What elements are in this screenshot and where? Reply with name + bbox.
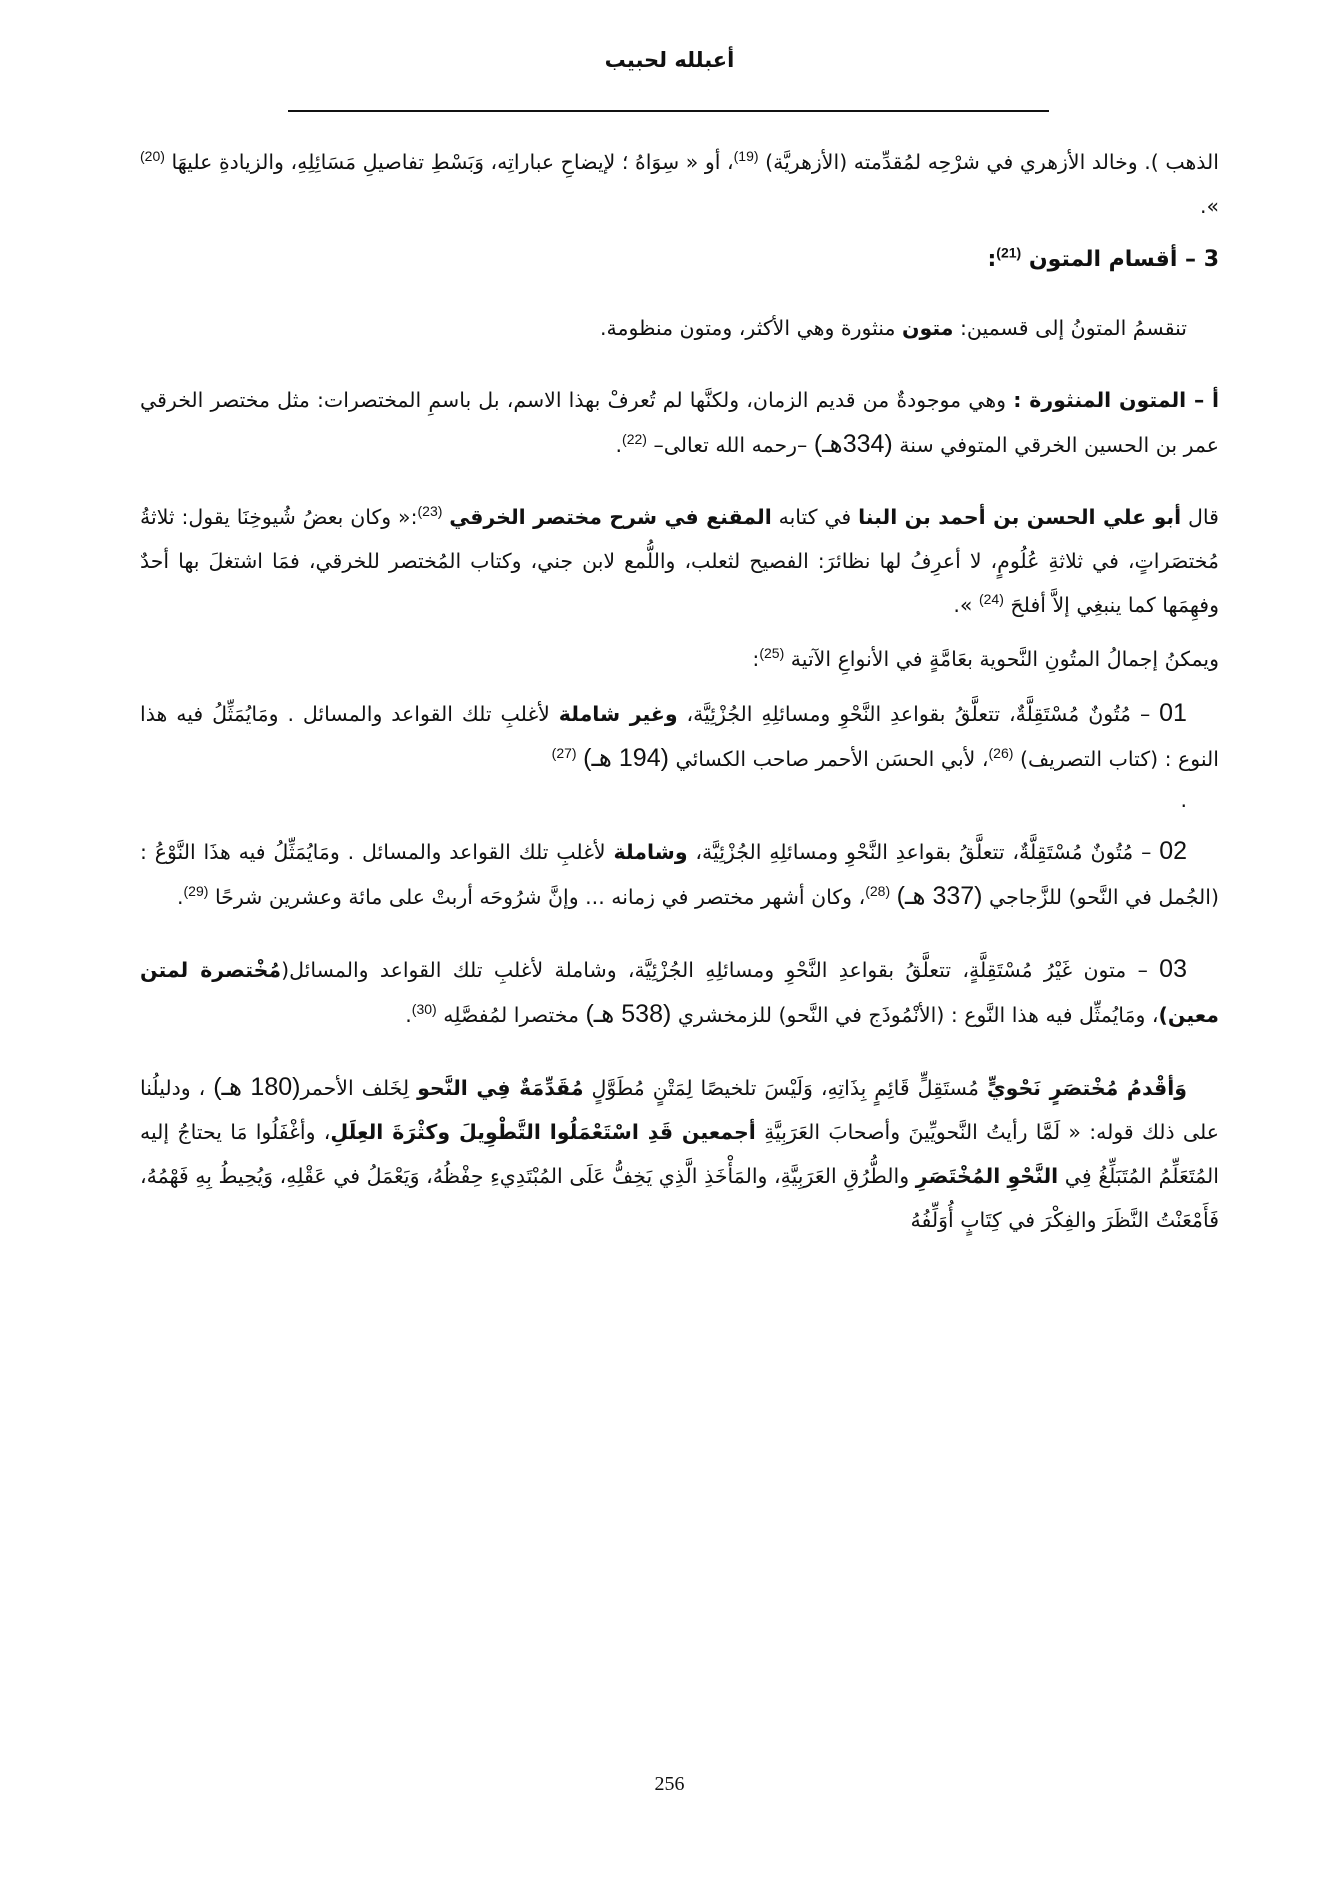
page-body <box>140 140 1219 1270</box>
text-run: :« وكان بعضُ شُيوخِنَا يقول: ثلاثةُ مُختصَراتٍ، في ثلاثةِ عُلُومٍ، لا أعرِفُ لها نظائرَ: الفصيح لثعلب، واللُّمع لابن جني، وكتاب المُختصر للخرقي، فمَا اشتغلَ بها أحدٌ وفهِمَها كما ينبغِي إلاَّ أفلحَ <box>140 505 1219 617</box>
list-number: 02 <box>1159 837 1187 865</box>
year-value: (337 هـ) <box>896 882 983 910</box>
bold-term: أبو علي الحسن بن أحمد بن البنا <box>858 505 1182 529</box>
bold-term: مُخْتصرة لمتن معين) <box>140 958 1219 1027</box>
text-run: والطُّرُقِ العَرَبِيَّةِ، والمَأْخَذِ الَّذِي يَخِفُّ عَلَى المُبْتَدِيءِ حِفْظُهُ، وَيَعْمَلُ في عَقْلِهِ، وَيُحِيطُ بِهِ فَهْمُهُ، فَأَمْعَنْتُ النَّظَرَ والفِكْرَ في كِتَابٍ أُوَلِّفُهُ <box>140 1164 1219 1232</box>
text-run: ». <box>1199 194 1219 218</box>
page-number: 256 <box>654 1773 685 1795</box>
text-run: لأغلبِ تلك القواعد والمسائل . ومَايُمَثِّلُ فيه هذَا النَّوْعُ :(الجُمل في النَّحو) للزَّجاجي <box>140 840 1219 909</box>
bold-term: وغير شاملة <box>558 702 678 726</box>
footnote-ref: (23) <box>417 503 443 520</box>
list-number: 01 <box>1159 699 1187 727</box>
text-run: في كتابه <box>778 505 852 529</box>
text-run: – مُتُونٌ مُسْتَقِلَّةٌ، تتعلَّقُ بقواعدِ النَّحْوِ ومسائلِهِ الجُزْئِيَّة، <box>686 702 1151 726</box>
text-run: لأغلبِ تلك القواعد والمسائل . ومَايُمَثِّلُ فيه هذا النوع : (كتاب التصريف) <box>140 702 1219 771</box>
text-run: ، ودليلُنا على ذلك قوله: « لَمَّا رأيتُ النَّحويِّينَ وأصحابَ العَرَبِيَّةِ <box>140 1076 1220 1144</box>
paragraph-1 <box>140 140 1219 228</box>
text-run: الذهب ). وخالد الأزهري في شرْحِه لمُقدِّمته (الأزهريَّة) <box>765 150 1219 174</box>
bold-term: وشاملة <box>613 840 688 864</box>
text-run: –رحمه الله تعالى– <box>653 433 808 457</box>
footnote-ref: (19) <box>733 148 759 165</box>
list-item-02 <box>140 829 1219 919</box>
year-value: (194 هـ) <box>583 744 669 772</box>
text-run: ، أو « سِوَاهُ ؛ لإيضاحِ عباراتِه، وَبَسْطِ تفاصيلِ مَسَائِلِهِ، والزيادةِ عليهَا <box>171 150 734 174</box>
text-run: – متون غَيْرُ مُسْتَقِلَّةٍ، تتعلَّقُ بقواعدِ النَّحْوِ ومسائلِهِ الجُزْئِيَّة، وشاملة لأغلبِ تلك القواعد والمسائل( <box>281 958 1148 982</box>
footnote-ref: (30) <box>411 1001 437 1018</box>
footnote-ref: (29) <box>183 883 209 900</box>
list-number: 03 <box>1159 955 1187 983</box>
text-run: مختصرا لمُفصَّلِه <box>443 1003 579 1027</box>
text-run: قال <box>1188 505 1219 529</box>
year-value: (334هـ) <box>813 430 893 458</box>
text-run: – مُتُونٌ مُسْتَقِلَّةٌ، تتعلَّقُ بقواعدِ النَّحْوِ ومسائلِهِ الجُزْئِيَّة، <box>695 840 1152 864</box>
bold-term: النَّحْوِ المُخْتَصَرِ <box>915 1164 1059 1188</box>
text-run: تنقسمُ المتونُ إلى قسمين: <box>959 316 1187 340</box>
section-heading <box>140 238 1219 282</box>
header-rule <box>288 110 1049 112</box>
bold-term: وَأقْدمُ مُخْتصَرٍ نَحْويٍّ <box>986 1076 1187 1100</box>
footnote-ref: (22) <box>622 431 647 448</box>
paragraph-4 <box>140 495 1219 627</box>
section-heading-title: 3 – أقسام المتون <box>1028 247 1219 272</box>
list-item-01 <box>140 691 1219 819</box>
text-run: . <box>405 1003 412 1027</box>
list-item-03 <box>140 947 1219 1037</box>
footnote-ref: (28) <box>865 883 891 900</box>
text-run: ويمكنُ إجمالُ المتُونِ النَّحوية بعَامَّةٍ في الأنواعِ الآتية <box>790 647 1219 671</box>
footnote-ref: (25) <box>759 645 785 662</box>
text-run: : <box>752 647 760 671</box>
bold-term: أجمعين قَدِ اسْتَعْمَلُوا التَّطْوِيلَ وكثْرَةَ العِلَلِ <box>330 1120 756 1144</box>
footnote-ref: (21) <box>996 244 1022 261</box>
text-run: ، ومَايُمثِّل فيه هذا النَّوع : (الأنْمُوذَج في النَّحو) للزمخشري <box>677 1003 1159 1027</box>
paragraph-2 <box>140 306 1219 350</box>
text-run: . <box>615 433 623 457</box>
text-run: . <box>176 885 184 909</box>
footnote-ref: (20) <box>140 148 165 165</box>
year-value: (538 هـ) <box>585 1000 672 1028</box>
paragraph-3 <box>140 378 1219 467</box>
text-run: وهي موجودةٌ من قديم الزمان، ولكنَّها لم تُعرفْ بهذا الاسم، بل باسمِ المختصرات: مثل مختصر الخرقي عمر بن الحسين الخرقي المتوفي سنة <box>140 388 1219 457</box>
text-run: ». <box>953 593 973 617</box>
text-run: . <box>1180 788 1187 812</box>
text-run: منثورة وهي الأكثر، ومتون منظومة. <box>599 316 896 340</box>
footnote-ref: (27) <box>551 745 577 762</box>
running-header-author: أعبلله لحبيب <box>604 48 735 72</box>
bold-term: متون <box>902 316 954 340</box>
bold-term: مُقَدِّمَةٌ فِي النَّحو <box>417 1076 584 1100</box>
text-run: ، لأبي الحسَن الأحمر صاحب الكسائي <box>675 747 989 771</box>
bold-term: المقنع في شرح مختصر الخرقي <box>449 505 772 529</box>
text-run: ، وكان أشهر مختصر في زمانه ... وإنَّ شرُوحَه أربتْ على مائة وعشرين شرحًا <box>214 885 866 909</box>
paragraph-9 <box>140 1065 1219 1242</box>
year-value: (180 هـ) <box>213 1073 301 1101</box>
text-run: لِخَلف الأحمر <box>300 1076 410 1100</box>
footnote-ref: (26) <box>988 745 1014 762</box>
text-run: مُستَقِلٍّ قَائِمٍ بِذَاتِهِ، وَلَيْسَ تلخيصًا لِمَتْنٍ مُطَوَّلٍ <box>591 1076 979 1100</box>
paragraph-5 <box>140 637 1219 681</box>
footnote-ref: (24) <box>978 591 1004 608</box>
subsection-label: أ – المتون المنثورة : <box>1013 388 1219 412</box>
text-run: ، وأغْفَلُوا مَا يحتاجُ إليه المُتَعَلِّمُ المُتَبَلِّغُ فِي <box>140 1120 1219 1188</box>
text-run: : <box>987 247 997 272</box>
